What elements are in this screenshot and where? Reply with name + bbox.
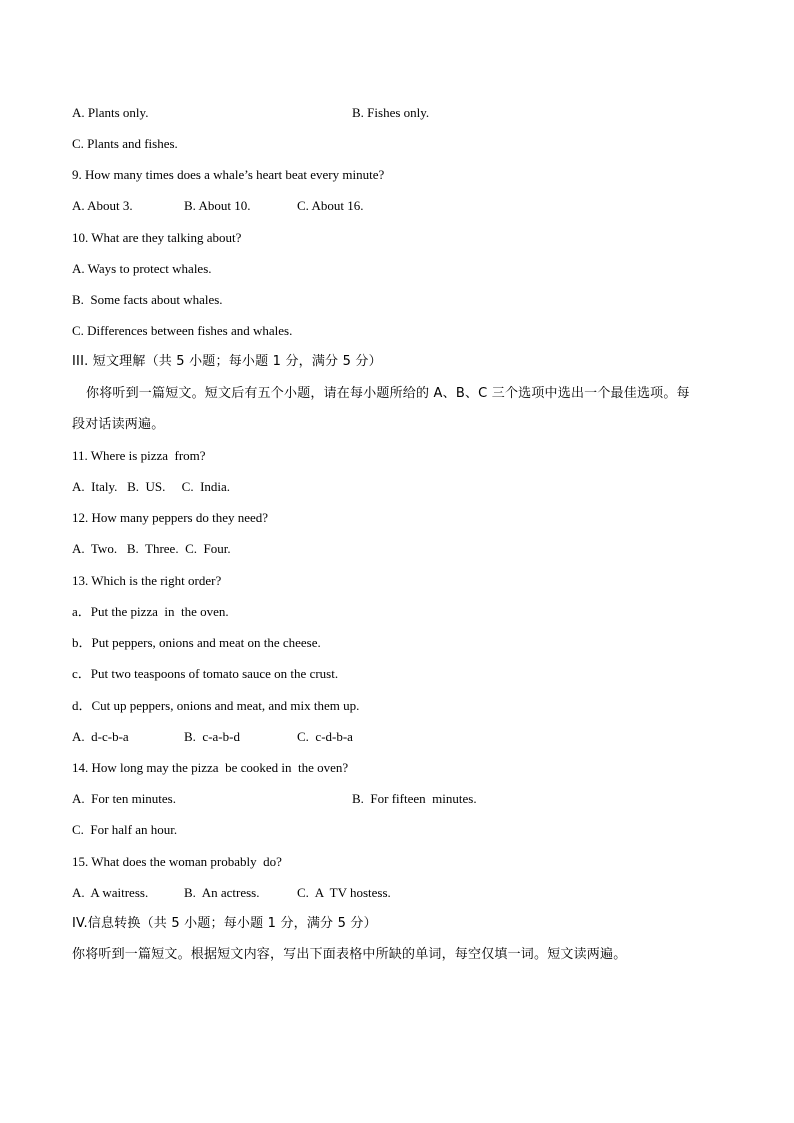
q13-option-b: B. c-a-b-d xyxy=(184,729,240,744)
q11-question: 11. Where is pizza from? xyxy=(72,448,206,463)
q15-option-a: A. A waitress. xyxy=(72,885,149,900)
q10-option-b: B. Some facts about whales. xyxy=(72,292,223,307)
section3-instruction-line1: 你将听到一篇短文。短文后有五个小题，请在每小题所给的 A、B、C 三个选项中选出一个最佳选项。每 xyxy=(86,386,690,401)
section3-instruction-line2: 段对话读两遍。 xyxy=(72,417,165,432)
q13-question: 13. Which is the right order? xyxy=(72,573,222,588)
q8-option-c: C. Plants and fishes. xyxy=(72,136,178,151)
q13-step-c: c．Put two teaspoons of tomato sauce on the crust. xyxy=(72,666,339,681)
q15-option-b: B. An actress. xyxy=(184,885,260,900)
section3-heading: III. 短文理解（共 5 小题；每小题 1 分，满分 5 分） xyxy=(72,354,382,369)
q11-options: A. Italy. B. US. C. India. xyxy=(72,479,231,494)
q13-option-a: A. d-c-b-a xyxy=(72,729,129,744)
q10-option-c: C. Differences between fishes and whales. xyxy=(72,323,293,338)
section4-heading: IV.信息转换（共 5 小题；每小题 1 分，满分 5 分） xyxy=(72,916,377,931)
q13-step-d: d．Cut up peppers, onions and meat, and mix them up. xyxy=(72,698,360,713)
q14-option-c: C. For half an hour. xyxy=(72,822,178,837)
q13-step-b: b．Put peppers, onions and meat on the cheese. xyxy=(72,635,321,650)
q9-option-c: C. About 16. xyxy=(297,198,364,213)
q12-question: 12. How many peppers do they need? xyxy=(72,510,269,525)
q13-option-c: C. c-d-b-a xyxy=(297,729,353,744)
q8-option-b: B. Fishes only. xyxy=(352,105,430,120)
section4-instruction: 你将听到一篇短文。根据短文内容，写出下面表格中所缺的单词，每空仅填一词。短文读两遍。 xyxy=(72,947,627,962)
q12-options: A. Two. B. Three. C. Four. xyxy=(72,541,231,556)
q14-option-b: B. For fifteen minutes. xyxy=(352,791,477,806)
q13-step-a: a．Put the pizza in the oven. xyxy=(72,604,229,619)
q9-option-b: B. About 10. xyxy=(184,198,251,213)
q10-option-a: A. Ways to protect whales. xyxy=(72,261,212,276)
q10-question: 10. What are they talking about? xyxy=(72,230,242,245)
q14-question: 14. How long may the pizza be cooked in the oven? xyxy=(72,760,349,775)
q15-question: 15. What does the woman probably do? xyxy=(72,854,282,869)
q15-option-c: C. A TV hostess. xyxy=(297,885,391,900)
q9-question: 9. How many times does a whale’s heart beat every minute? xyxy=(72,167,385,182)
q8-option-a: A. Plants only. xyxy=(72,105,149,120)
q9-option-a: A. About 3. xyxy=(72,198,133,213)
q14-option-a: A. For ten minutes. xyxy=(72,791,176,806)
